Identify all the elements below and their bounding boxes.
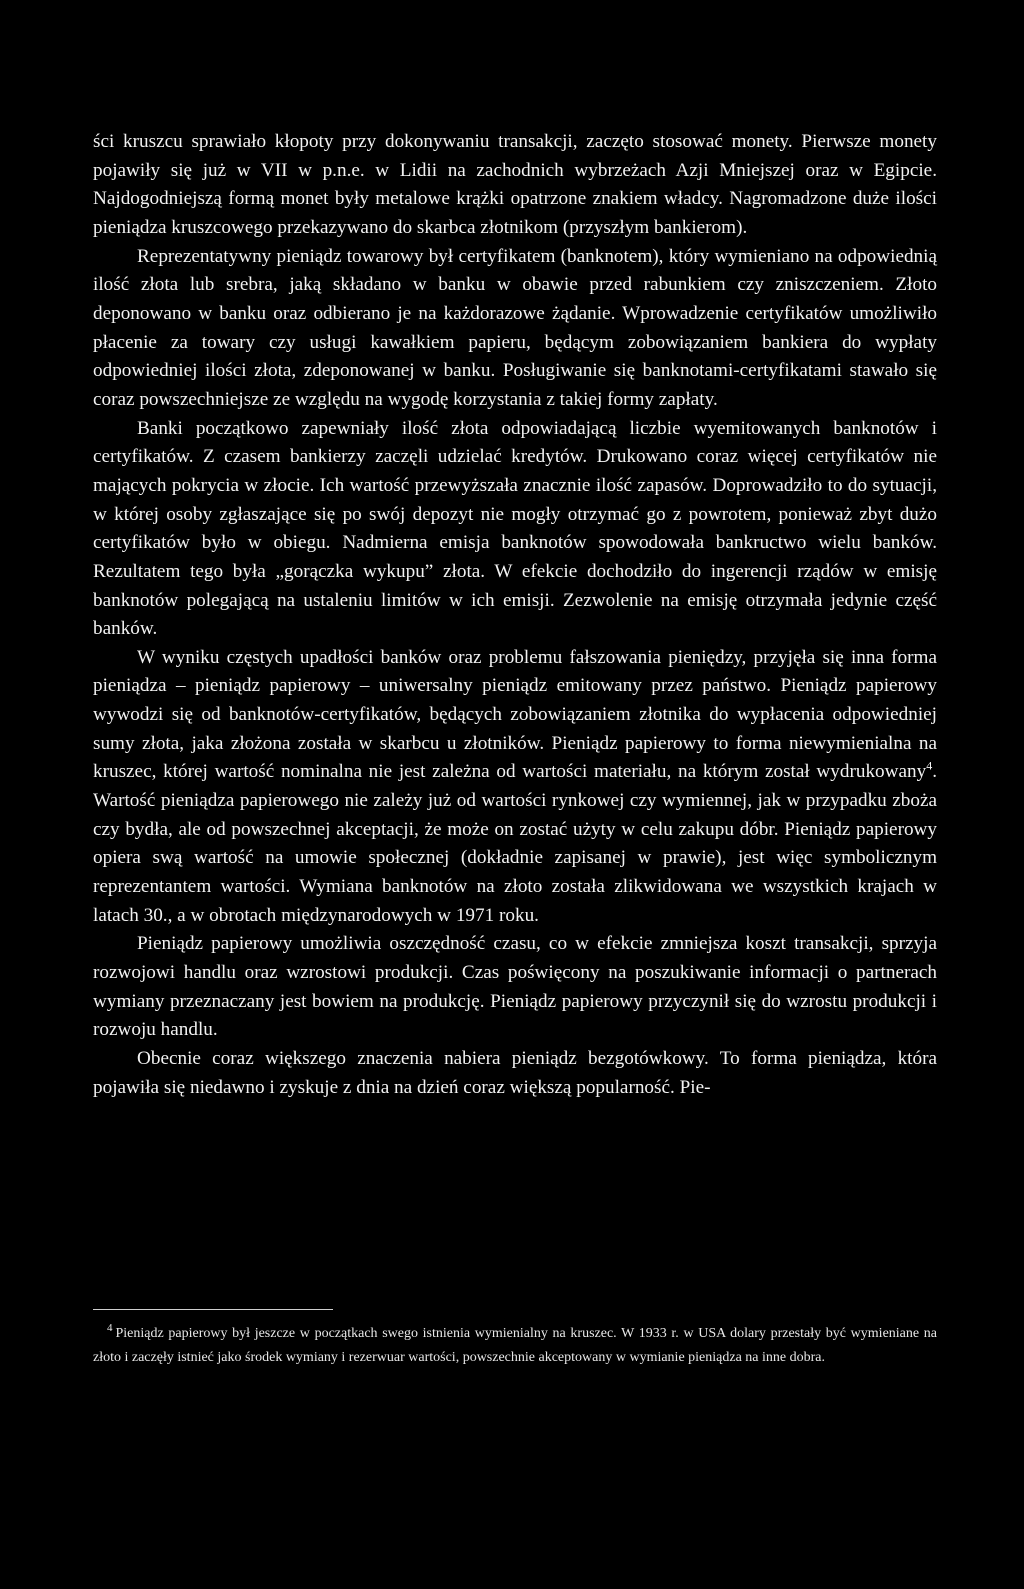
footnote	[93, 1322, 937, 1369]
paragraph-2: Reprezentatywny pieniądz towarowy był certyfikatem (banknotem), który wymieniano na odpowiednią ilość złota lub srebra, jaką składano w banku w obawie przed rabunkiem czy zniszczeniem. Złoto deponowano w banku oraz odbierano je na każdorazowe żądanie. Wprowadzenie certyfikatów umożliwiło płacenie za towary czy usługi kawałkiem papieru, będącym zobowiązaniem bankiera do wypłaty odpowiedniej ilości złota, zdeponowanej w banku. Posługiwanie się banknotami-certyfikatami stawało się coraz powszechniejsze ze względu na wygodę korzystania z takiej formy zapłaty.	[93, 245, 937, 410]
footnote-text: Pieniądz papierowy był jeszcze w początkach swego istnienia wymienialny na kruszec. W 1933 r. w USA dolary przestały być wymieniane na złoto i zaczęły istnieć jako środek wymiany i rezerwuar wartości, powszechnie akceptowany w wymianie pieniądza na inne dobra.	[93, 1326, 937, 1365]
paragraph-1: ści kruszcu sprawiało kłopoty przy dokonywaniu transakcji, zaczęto stosować monety. Pierwsze monety pojawiły się już w VII w p.n.e. w Lidii na zachodnich wybrzeżach Azji Mniejszej oraz w Egipcie. Najdogodniejszą formą monet były metalowe krążki opatrzone znakiem władcy. Nagromadzone duże ilości pieniądza kruszcowego przekazywano do skarbca złotnikom (przyszłym bankierom).	[93, 131, 937, 238]
paragraph-6: Obecnie coraz większego znaczenia nabiera pieniądz bezgotówkowy. To forma pieniądza, która pojawiła się niedawno i zyskuje z dnia na dzień coraz większą popularność. Pie-	[93, 1048, 937, 1098]
footnote-divider	[93, 1309, 333, 1310]
paragraph-4	[93, 644, 937, 931]
page-body	[93, 128, 937, 1102]
footnote-mark: 4	[107, 1322, 113, 1335]
footnote-reference: 4	[926, 759, 933, 774]
paragraph-4-text-before: W wyniku częstych upadłości banków oraz problemu fałszowania pieniędzy, przyjęła się inna forma pieniądza – pieniądz papierowy – uniwersalny pieniądz emitowany przez państwo. Pieniądz papierowy wywodzi się od banknotów-certyfikatów, będących zobowiązaniem złotnika do wypłacenia odpowiedniej sumy złota, jaka złożona została w skarbcu u złotników. Pieniądz papierowy to forma niewymienialna na kruszec, której wartość nominalna nie jest zależna od wartości materiału, na którym został wydrukowany	[93, 646, 937, 783]
paragraph-4-text-after: . Wartość pieniądza papierowego nie zależy już od wartości rynkowej czy wymiennej, jak w przypadku zboża czy bydła, ale od powszechnej akceptacji, że może on zostać użyty w celu zakupu dóbr. Pieniądz papierowy opiera swą wartość na umowie społecznej (dokładnie zapisanej w prawie), jest więc symbolicznym reprezentantem wartości. Wymiana banknotów na złoto została zlikwidowana we wszystkich krajach w latach 30., a w obrotach międzynarodowych w 1971 roku.	[93, 761, 937, 926]
paragraph-5: Pieniądz papierowy umożliwia oszczędność czasu, co w efekcie zmniejsza koszt transakcji, sprzyja rozwojowi handlu oraz wzrostowi produkcji. Czas poświęcony na poszukiwanie informacji o partnerach wymiany przeznaczany jest bowiem na produkcję. Pieniądz papierowy przyczynił się do wzrostu produkcji i rozwoju handlu.	[93, 933, 937, 1041]
paragraph-3: Banki początkowo zapewniały ilość złota odpowiadającą liczbie wyemitowanych banknotów i certyfikatów. Z czasem bankierzy zaczęli udzielać kredytów. Drukowano coraz więcej certyfikatów nie mających pokrycia w złocie. Ich wartość przewyższała znacznie ilość zapasów. Doprowadziło to do sytuacji, w której osoby zgłaszające się po swój depozyt nie mogły otrzymać go z powrotem, ponieważ zbyt dużo certyfikatów było w obiegu. Nadmierna emisja banknotów spowodowała bankructwo wielu banków. Rezultatem tego była „gorączka wykupu” złota. W efekcie dochodziło do ingerencji rządów w emisję banknotów polegającą na ustaleniu limitów w ich emisji. Zezwolenie na emisję otrzymała jedynie część banków.	[93, 417, 937, 640]
